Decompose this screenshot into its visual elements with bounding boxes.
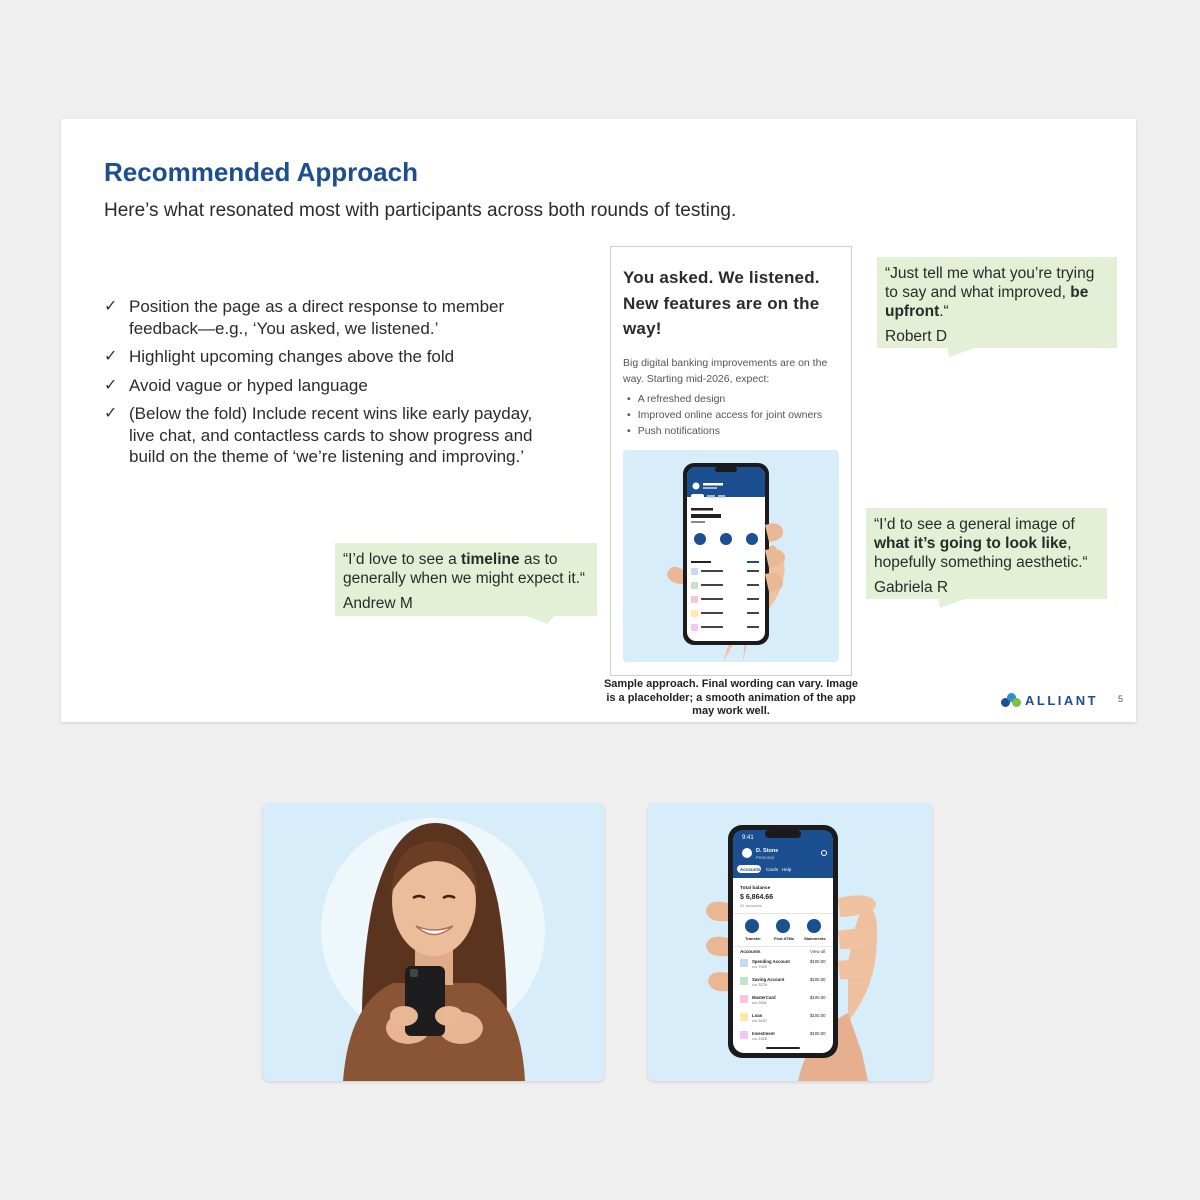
smiling-woman-photo	[263, 803, 604, 1081]
bullet-text: (Below the fold) Include recent wins like early payday, live chat, and contactless cards to show progress and build on the theme of ‘we’re listening and improving.’	[129, 404, 533, 466]
action-find-atms: Find ATMs	[774, 936, 794, 941]
banking-app-phone-photo	[648, 803, 932, 1081]
logo-mark-icon	[1001, 692, 1021, 708]
bullet-text: Position the page as a direct response to member feedback—e.g., ‘You asked, we listened.’	[129, 297, 505, 338]
callout-tail	[947, 347, 977, 357]
action-statements: Statements	[804, 936, 826, 941]
quote-text: , hopefully something aesthetic.“	[874, 535, 1088, 571]
quote-text: “I’d to see a general image of	[874, 516, 1075, 533]
sample-page-mockup	[610, 246, 852, 676]
account-number: •••• 3437	[752, 1019, 767, 1023]
checkmark-icon: ✓	[104, 298, 118, 315]
recommendation-list	[104, 296, 544, 475]
bullet-text: Avoid vague or hyped language	[129, 375, 368, 395]
action-transfer: Transfer	[745, 936, 761, 941]
slide-subtitle: Here’s what resonated most with participants across both rounds of testing.	[104, 200, 737, 221]
sample-hand-phone-image	[623, 450, 839, 662]
quote-emphasis: timeline	[461, 551, 520, 568]
quote-callout-gabriela	[866, 508, 1107, 599]
checkmark-icon: ✓	[104, 376, 118, 394]
quote-text: “Just tell me what you’re trying to say and what improved,	[885, 265, 1095, 301]
app-user-name: D. Stone	[756, 848, 779, 854]
account-amount: $100.00	[810, 959, 826, 964]
app-user-sub: Personal	[756, 855, 774, 860]
account-number: •••• 7922	[752, 965, 767, 969]
logo-text: ALLIANT	[1025, 692, 1099, 708]
account-name: Investment	[752, 1031, 775, 1036]
hand-holding-phone-illustration	[623, 450, 839, 662]
account-amount: $100.00	[810, 1031, 826, 1036]
woman-with-phone-image	[263, 803, 604, 1081]
checkmark-icon: ✓	[104, 405, 118, 422]
account-name: Spending Account	[752, 959, 790, 964]
list-item: • A refreshed design	[627, 391, 822, 407]
slide-title: Recommended Approach	[104, 157, 418, 187]
list-item: • Push notifications	[627, 423, 822, 439]
callout-tail	[525, 615, 555, 624]
view-all-link: View all	[810, 949, 826, 954]
account-name: Loan	[752, 1013, 763, 1018]
balance-label: Total balance	[740, 886, 771, 891]
account-name: MasterCard	[752, 995, 776, 1000]
tab-accounts: Accounts	[740, 867, 761, 872]
quote-author: Robert D	[885, 328, 948, 345]
quote-callout-robert	[877, 257, 1117, 348]
hand-holding-phone-image	[648, 803, 932, 1081]
account-number: •••• 9081	[752, 1001, 767, 1005]
account-amount: $100.00	[810, 977, 826, 982]
balance-sub: 51 accounts	[740, 903, 762, 908]
sample-headline: You asked. We listened. New features are on the way!	[623, 268, 820, 338]
sample-body: Big digital banking improvements are on the way. Starting mid-2026, expect:	[623, 357, 828, 385]
quote-emphasis: what it’s going to look like	[874, 535, 1068, 552]
list-item	[104, 403, 544, 468]
quote-callout-andrew	[335, 543, 597, 616]
balance-value: $ 6,864.66	[740, 894, 774, 901]
list-item	[104, 296, 544, 339]
list-item: • Improved online access for joint owners	[627, 407, 822, 423]
tab-cards: Cards	[766, 867, 779, 872]
account-number: •••• 3276	[752, 983, 767, 987]
account-amount: $100.00	[810, 995, 826, 1000]
quote-text: “I’d love to see a	[343, 551, 462, 568]
quote-author: Gabriela R	[874, 579, 949, 596]
checkmark-icon: ✓	[104, 348, 118, 365]
callout-tail	[938, 598, 968, 608]
sample-feature-list	[627, 391, 822, 439]
slide	[61, 119, 1136, 722]
bullet-text: Highlight upcoming changes above the fold	[129, 347, 455, 366]
page-number: 5	[1118, 694, 1124, 704]
account-number: •••• 2328	[752, 1037, 767, 1041]
tab-help: Help	[782, 867, 792, 872]
accounts-label: Accounts	[740, 949, 761, 954]
alliant-logo	[1001, 692, 1098, 708]
quote-text: as to generally when we might expect it.“	[343, 551, 586, 587]
quote-author: Andrew M	[343, 595, 413, 612]
status-time: 9:41	[742, 835, 754, 841]
list-item	[104, 375, 544, 397]
account-amount: $100.00	[810, 1013, 826, 1018]
sample-caption: Sample approach. Final wording can vary. Image is a placeholder; a smooth animation of the app may work well.	[603, 678, 859, 717]
quote-text: .“	[939, 303, 949, 320]
quote-emphasis: be upfront	[885, 284, 1089, 320]
account-name: Saving Account	[752, 977, 785, 982]
list-item	[104, 346, 544, 368]
